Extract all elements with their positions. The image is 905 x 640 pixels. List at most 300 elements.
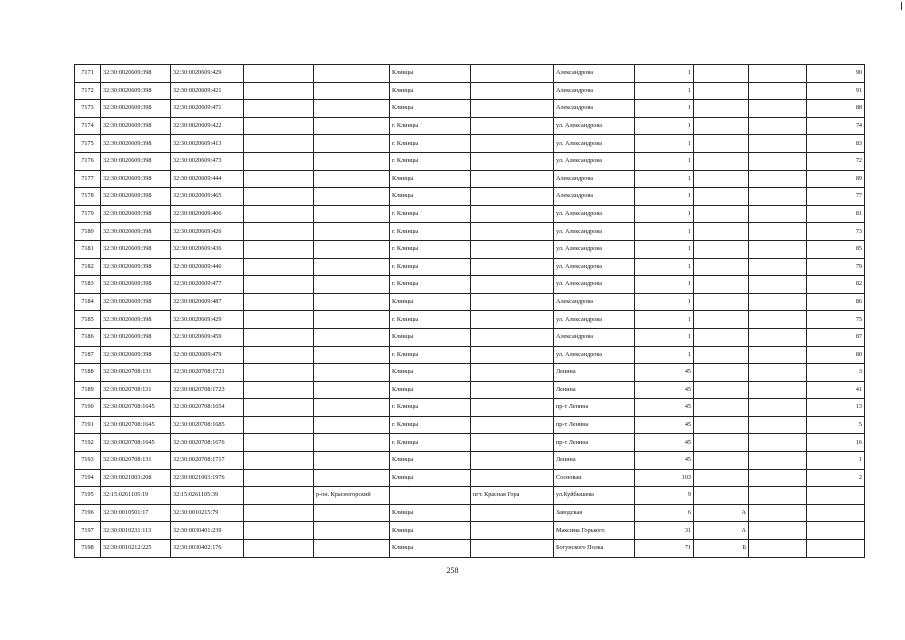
cell-city: Клинцы (390, 504, 471, 522)
cell-cadastral-number: 32:30:0020609:413 (171, 135, 244, 153)
cell-district (314, 100, 390, 118)
cell-city: Клинцы (390, 452, 471, 470)
cell-cadastral-number: 32:30:0020708:1685 (171, 416, 244, 434)
cell-parent-cadastral-number: 32:30:0020609:398 (101, 135, 171, 153)
cell-empty (749, 504, 807, 522)
cell-settlement (471, 452, 554, 470)
cell-settlement (471, 276, 554, 294)
cell-empty (749, 117, 807, 135)
cell-settlement (471, 258, 554, 276)
cell-settlement (471, 293, 554, 311)
cell-cadastral-number: 32:30:0020708:1676 (171, 434, 244, 452)
cell-empty (749, 240, 807, 258)
cell-district (314, 65, 390, 83)
cell-empty (244, 240, 314, 258)
cell-district (314, 381, 390, 399)
cell-flat: 75 (807, 311, 865, 329)
cell-parent-cadastral-number: 32:30:0020609:398 (101, 205, 171, 223)
table-row (75, 434, 865, 452)
cell-settlement (471, 170, 554, 188)
cell-house: 1 (635, 170, 694, 188)
table-row (75, 416, 865, 434)
table-row (75, 328, 865, 346)
cell-street: Ленина (554, 381, 635, 399)
cell-parent-cadastral-number: 32:30:0020609:398 (101, 82, 171, 100)
cell-empty (749, 258, 807, 276)
cell-empty (749, 452, 807, 470)
cell-letter: Б (694, 540, 749, 558)
cell-city: г. Клинцы (390, 399, 471, 417)
cell-settlement (471, 399, 554, 417)
cell-settlement (471, 469, 554, 487)
cell-district (314, 540, 390, 558)
cell-flat: 3 (807, 364, 865, 382)
cell-street: ул. Александрова (554, 311, 635, 329)
cell-flat: 73 (807, 223, 865, 241)
cell-settlement (471, 188, 554, 206)
cell-flat: 81 (807, 205, 865, 223)
cell-cadastral-number: 32:30:0020708:1723 (171, 381, 244, 399)
cell-settlement (471, 223, 554, 241)
cell-empty (749, 135, 807, 153)
cell-settlement (471, 346, 554, 364)
cell-city: г. Клинцы (390, 276, 471, 294)
cell-house: 1 (635, 346, 694, 364)
cell-empty (749, 416, 807, 434)
cell-parent-cadastral-number: 32:30:0020609:398 (101, 276, 171, 294)
cell-empty (749, 223, 807, 241)
cell-flat: 90 (807, 65, 865, 83)
cell-cadastral-number: 32:30:0010215:79 (171, 504, 244, 522)
cell-parent-cadastral-number: 32:30:0020609:398 (101, 188, 171, 206)
cell-empty (244, 540, 314, 558)
cell-district (314, 469, 390, 487)
cell-street: Ленина (554, 452, 635, 470)
cell-empty (244, 117, 314, 135)
cell-flat: 89 (807, 170, 865, 188)
cell-empty (244, 293, 314, 311)
cell-flat: 41 (807, 381, 865, 399)
table-row (75, 65, 865, 83)
table-row (75, 135, 865, 153)
table-row (75, 504, 865, 522)
cell-city: Клинцы (390, 540, 471, 558)
cell-parent-cadastral-number: 32:30:0020708:131 (101, 381, 171, 399)
cell-district (314, 152, 390, 170)
cell-letter (694, 100, 749, 118)
cell-letter (694, 293, 749, 311)
cell-district (314, 188, 390, 206)
cell-city: г. Клинцы (390, 152, 471, 170)
edge-mark (901, 2, 902, 10)
cell-cadastral-number: 32:30:0030401:239 (171, 522, 244, 540)
cell-parent-cadastral-number: 32:30:0010231:113 (101, 522, 171, 540)
cell-empty (244, 452, 314, 470)
cell-house: 1 (635, 223, 694, 241)
cell-letter (694, 223, 749, 241)
cell-cadastral-number: 32:30:0020609:426 (171, 223, 244, 241)
cell-parent-cadastral-number: 32:30:0010212:225 (101, 540, 171, 558)
cadastral-register-table (74, 64, 865, 558)
cell-district (314, 452, 390, 470)
cell-street: ул. Александрова (554, 205, 635, 223)
cell-settlement: пгт. Красная Гора (471, 487, 554, 505)
cell-row-number: 7188 (75, 364, 101, 382)
cell-city: г. Клинцы (390, 135, 471, 153)
cell-flat: 79 (807, 258, 865, 276)
cell-empty (244, 346, 314, 364)
cell-letter (694, 452, 749, 470)
cell-house: 45 (635, 416, 694, 434)
cell-empty (244, 311, 314, 329)
cell-house: 1 (635, 65, 694, 83)
cell-row-number: 7174 (75, 117, 101, 135)
cell-row-number: 7190 (75, 399, 101, 417)
cell-flat: 2 (807, 469, 865, 487)
cell-parent-cadastral-number: 32:30:0020609:398 (101, 65, 171, 83)
cell-parent-cadastral-number: 32:30:0021003:208 (101, 469, 171, 487)
table-row (75, 82, 865, 100)
cell-letter (694, 117, 749, 135)
cell-street: ул. Александрова (554, 258, 635, 276)
cell-parent-cadastral-number: 32:30:0020609:398 (101, 100, 171, 118)
table-row (75, 188, 865, 206)
cell-parent-cadastral-number: 32:30:0020708:1645 (101, 399, 171, 417)
cell-letter (694, 188, 749, 206)
cell-house: 45 (635, 452, 694, 470)
cell-parent-cadastral-number: 32:30:0020609:398 (101, 240, 171, 258)
cell-parent-cadastral-number: 32:30:0020708:1645 (101, 416, 171, 434)
cell-empty (244, 223, 314, 241)
cell-house: 1 (635, 276, 694, 294)
cell-city: Клинцы (390, 522, 471, 540)
cell-cadastral-number: 32:30:0020609:471 (171, 100, 244, 118)
cell-parent-cadastral-number: 32:30:0020708:131 (101, 452, 171, 470)
cell-flat: 80 (807, 346, 865, 364)
cell-house: 1 (635, 328, 694, 346)
cell-empty (749, 399, 807, 417)
cell-house: 6 (635, 504, 694, 522)
cell-letter (694, 152, 749, 170)
table-row (75, 100, 865, 118)
cell-empty (244, 276, 314, 294)
cell-street: Александрова (554, 65, 635, 83)
cell-row-number: 7177 (75, 170, 101, 188)
cell-row-number: 7192 (75, 434, 101, 452)
cell-empty (244, 381, 314, 399)
cell-flat: 82 (807, 276, 865, 294)
cell-city: г. Клинцы (390, 240, 471, 258)
cell-empty (749, 487, 807, 505)
cell-house: 1 (635, 188, 694, 206)
cell-street: ул. Александрова (554, 117, 635, 135)
table-row (75, 346, 865, 364)
cell-row-number: 7176 (75, 152, 101, 170)
cell-settlement (471, 416, 554, 434)
cell-flat: 13 (807, 399, 865, 417)
cell-city: г. Клинцы (390, 205, 471, 223)
cell-empty (244, 399, 314, 417)
cell-flat: 72 (807, 152, 865, 170)
cell-district (314, 223, 390, 241)
cell-cadastral-number: 32:30:0020609:446 (171, 258, 244, 276)
cell-district (314, 364, 390, 382)
cell-letter (694, 469, 749, 487)
cell-city: г. Клинцы (390, 223, 471, 241)
cell-district (314, 82, 390, 100)
cell-street: ул. Александрова (554, 223, 635, 241)
cell-house: 45 (635, 434, 694, 452)
cell-street: Богунского Полка (554, 540, 635, 558)
cell-settlement (471, 364, 554, 382)
cell-letter (694, 135, 749, 153)
cell-empty (244, 328, 314, 346)
cell-district (314, 170, 390, 188)
cell-city: г. Клинцы (390, 258, 471, 276)
cell-district (314, 135, 390, 153)
cell-parent-cadastral-number: 32:30:0020609:398 (101, 293, 171, 311)
cell-district (314, 399, 390, 417)
cell-street: пр-т Ленина (554, 434, 635, 452)
cell-parent-cadastral-number: 32:30:0020609:398 (101, 117, 171, 135)
cell-district (314, 258, 390, 276)
cell-street: Александрова (554, 293, 635, 311)
cell-street: Александрова (554, 170, 635, 188)
table-row (75, 311, 865, 329)
cell-empty (244, 205, 314, 223)
cell-cadastral-number: 32:30:0020708:1654 (171, 399, 244, 417)
cell-letter (694, 399, 749, 417)
cell-letter (694, 205, 749, 223)
cell-letter (694, 311, 749, 329)
cell-city: Клинцы (390, 188, 471, 206)
cell-street: Ленина (554, 364, 635, 382)
cell-house: 1 (635, 135, 694, 153)
cell-row-number: 7175 (75, 135, 101, 153)
cell-street: пр-т Ленина (554, 399, 635, 417)
cell-flat: 85 (807, 240, 865, 258)
cell-district (314, 346, 390, 364)
cell-flat (807, 522, 865, 540)
table-row (75, 540, 865, 558)
cell-letter: А (694, 522, 749, 540)
cell-district (314, 293, 390, 311)
cell-house: 1 (635, 258, 694, 276)
cell-row-number: 7197 (75, 522, 101, 540)
cell-empty (749, 82, 807, 100)
cell-row-number: 7186 (75, 328, 101, 346)
cell-row-number: 7185 (75, 311, 101, 329)
cell-letter (694, 346, 749, 364)
cell-street: ул. Александрова (554, 346, 635, 364)
cell-cadastral-number: 32:15:0261105:39 (171, 487, 244, 505)
cell-house: 45 (635, 364, 694, 382)
cell-empty (244, 152, 314, 170)
cell-district (314, 240, 390, 258)
cell-empty (749, 469, 807, 487)
cell-cadastral-number: 32:30:0021003:1976 (171, 469, 244, 487)
cell-row-number: 7195 (75, 487, 101, 505)
cell-cadastral-number: 32:30:0020609:473 (171, 152, 244, 170)
table-row (75, 399, 865, 417)
table-row (75, 152, 865, 170)
table-row (75, 452, 865, 470)
cell-letter (694, 240, 749, 258)
cell-cadastral-number: 32:30:0020609:429 (171, 311, 244, 329)
cell-empty (244, 364, 314, 382)
cell-row-number: 7193 (75, 452, 101, 470)
cell-parent-cadastral-number: 32:30:0020609:398 (101, 223, 171, 241)
cell-row-number: 7191 (75, 416, 101, 434)
cell-flat: 16 (807, 434, 865, 452)
cell-empty (749, 293, 807, 311)
cell-empty (749, 346, 807, 364)
cell-row-number: 7172 (75, 82, 101, 100)
cell-cadastral-number: 32:30:0020609:422 (171, 117, 244, 135)
cell-district (314, 328, 390, 346)
cell-city: г. Клинцы (390, 434, 471, 452)
cell-street: Александрова (554, 188, 635, 206)
cell-house: 9 (635, 487, 694, 505)
cell-row-number: 7173 (75, 100, 101, 118)
cell-settlement (471, 311, 554, 329)
cell-settlement (471, 205, 554, 223)
cell-house: 45 (635, 381, 694, 399)
cell-street: Александрова (554, 328, 635, 346)
table-row (75, 381, 865, 399)
cell-house: 1 (635, 117, 694, 135)
cell-city: Клинцы (390, 65, 471, 83)
cell-district (314, 416, 390, 434)
cell-city: Клинцы (390, 170, 471, 188)
cell-flat: 77 (807, 188, 865, 206)
cell-empty (244, 188, 314, 206)
cell-letter (694, 82, 749, 100)
cell-empty (749, 381, 807, 399)
cell-district (314, 504, 390, 522)
cell-settlement (471, 434, 554, 452)
cell-street: Максима Горького (554, 522, 635, 540)
table-row (75, 293, 865, 311)
cell-empty (749, 276, 807, 294)
cell-settlement (471, 240, 554, 258)
cell-settlement (471, 135, 554, 153)
cell-flat: 86 (807, 293, 865, 311)
cell-empty (749, 170, 807, 188)
cell-settlement (471, 117, 554, 135)
cell-row-number: 7194 (75, 469, 101, 487)
cell-empty (749, 522, 807, 540)
cell-letter (694, 258, 749, 276)
table-body (75, 65, 865, 558)
cell-street: ул. Александрова (554, 276, 635, 294)
table-row (75, 223, 865, 241)
cell-flat: 1 (807, 452, 865, 470)
cell-row-number: 7179 (75, 205, 101, 223)
cell-settlement (471, 522, 554, 540)
table-row (75, 117, 865, 135)
cell-empty (749, 65, 807, 83)
cell-empty (244, 522, 314, 540)
cell-street: ул. Александрова (554, 240, 635, 258)
table-row (75, 487, 865, 505)
cell-street: пр-т Ленина (554, 416, 635, 434)
cell-empty (749, 100, 807, 118)
cell-district (314, 276, 390, 294)
cell-city: г. Клинцы (390, 346, 471, 364)
cell-city: Клинцы (390, 100, 471, 118)
cell-house: 1 (635, 293, 694, 311)
cell-empty (749, 364, 807, 382)
cell-cadastral-number: 32:30:0020609:406 (171, 205, 244, 223)
cell-house: 1 (635, 311, 694, 329)
cell-settlement (471, 100, 554, 118)
cell-district (314, 117, 390, 135)
cell-row-number: 7180 (75, 223, 101, 241)
cell-empty (749, 328, 807, 346)
cell-letter (694, 434, 749, 452)
cell-empty (749, 311, 807, 329)
cell-row-number: 7196 (75, 504, 101, 522)
cell-flat (807, 487, 865, 505)
cell-cadastral-number: 32:30:0020609:487 (171, 293, 244, 311)
cell-parent-cadastral-number: 32:30:0020609:398 (101, 152, 171, 170)
cell-row-number: 7187 (75, 346, 101, 364)
table-row (75, 240, 865, 258)
cell-parent-cadastral-number: 32:30:0020609:398 (101, 328, 171, 346)
cell-cadastral-number: 32:30:0020609:444 (171, 170, 244, 188)
cell-cadastral-number: 32:30:0020609:479 (171, 346, 244, 364)
cell-empty (749, 205, 807, 223)
cell-district: р-он. Красногорский (314, 487, 390, 505)
cell-letter (694, 170, 749, 188)
cell-house: 103 (635, 469, 694, 487)
cell-parent-cadastral-number: 32:30:0020609:398 (101, 311, 171, 329)
table-row (75, 170, 865, 188)
cell-settlement (471, 65, 554, 83)
cell-empty (244, 434, 314, 452)
cell-letter (694, 276, 749, 294)
cell-parent-cadastral-number: 32:30:0020609:398 (101, 258, 171, 276)
cell-row-number: 7178 (75, 188, 101, 206)
cell-empty (749, 152, 807, 170)
cell-house: 45 (635, 399, 694, 417)
cell-street: Сосновая (554, 469, 635, 487)
cell-cadastral-number: 32:30:0030402:176 (171, 540, 244, 558)
cell-city: г. Клинцы (390, 311, 471, 329)
cell-city: Клинцы (390, 293, 471, 311)
cell-empty (749, 540, 807, 558)
cell-district (314, 522, 390, 540)
table-row (75, 205, 865, 223)
cell-city: Клинцы (390, 381, 471, 399)
table-row (75, 522, 865, 540)
cell-empty (244, 258, 314, 276)
cell-settlement (471, 540, 554, 558)
cell-settlement (471, 152, 554, 170)
cell-row-number: 7189 (75, 381, 101, 399)
cell-city: Клинцы (390, 328, 471, 346)
cell-flat: 88 (807, 100, 865, 118)
cell-district (314, 311, 390, 329)
cell-house: 1 (635, 82, 694, 100)
cell-street: ул.Куйбышева (554, 487, 635, 505)
cell-settlement (471, 381, 554, 399)
cell-empty (244, 469, 314, 487)
cell-row-number: 7183 (75, 276, 101, 294)
cell-flat: 74 (807, 117, 865, 135)
cell-city: Клинцы (390, 82, 471, 100)
